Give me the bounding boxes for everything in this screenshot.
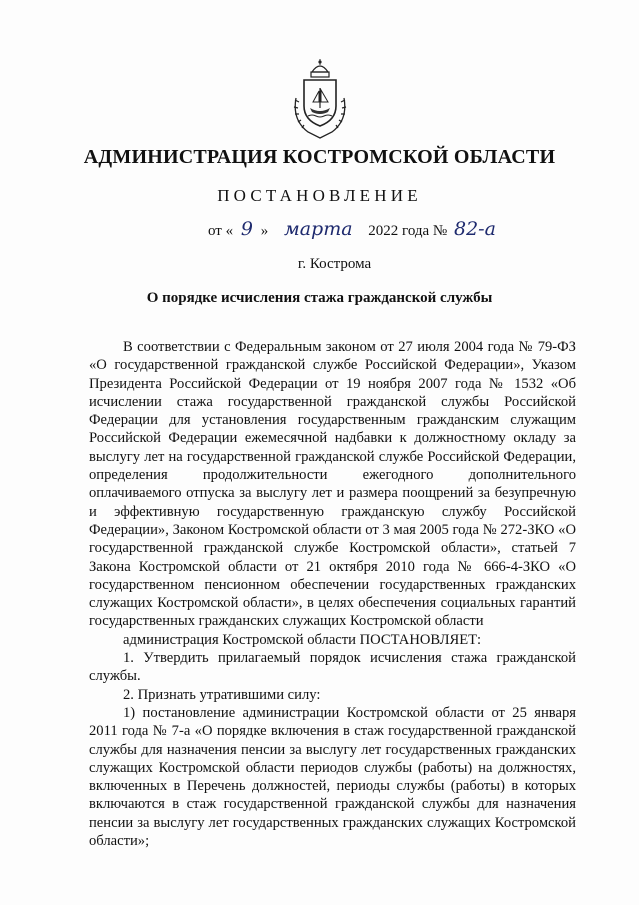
date-line — [208, 218, 496, 240]
body-paragraph: администрация Костромской области ПОСТАНОВЛЯЕТ: — [123, 631, 482, 648]
body-paragraph: В соответствии с Федеральным законом от 27 июля 2004 года № 79-ФЗ «О государственной гражданской службе Российской Федерации», Указом Президента Российской Федерации от 19 ноября 2007 года № 1532 «Об исчислении стажа государственной гражданской службы Российской Федерации для установления государственным гражданским служащим Российской Федерации ежемесячной надбавки к должностному окладу за выслугу лет на государственной гражданской службе Российской Федерации, определения продолжительности ежегодного дополнительного оплачиваемого отпуска за выслугу лет и размера поощрений за безупречную и эффективную государственную гражданскую службу Российской Федерации», Законом Костромской области от 3 мая 2005 года № 272-ЗКО «О государственной гражданской службе Костромской области», статьей 7 Закона Костромской области от 21 октября 2010 года № 666-4-ЗКО «О государственном пенсионном обеспечении государственных гражданских служащих Костромской области», в целях обеспечения социальных гарантий государственных гражданских служащих Костромской области — [89, 339, 576, 630]
date-year: 2022 года № — [368, 223, 448, 239]
organization-title: АДМИНИСТРАЦИЯ КОСТРОМСКОЙ ОБЛАСТИ — [83, 146, 556, 168]
document-number: 82-а — [454, 218, 496, 240]
document-type: ПОСТАНОВЛЕНИЕ — [217, 186, 422, 205]
body-paragraph: 2. Признать утратившими силу: — [123, 686, 321, 703]
document-subject: О порядке исчисления стажа гражданской службы — [146, 290, 493, 306]
body-paragraph: 1. Утвердить прилагаемый порядок исчисления стажа гражданской службы. — [89, 650, 576, 685]
body-paragraph: 1) постановление администрации Костромской области от 25 января 2011 года № 7-а «О порядке включения в стаж государственной гражданской службы для назначения пенсии за выслугу лет государственных гражданских служащих Костромской области периодов службы (работы) на должностях, включенных в Перечень должностей, периоды службы (работы) в которых включаются в стаж государственной гражданской службы для назначения пенсии за выслугу лет государственных гражданских служащих Костромской области»; — [89, 704, 576, 850]
date-day: 9 — [240, 218, 253, 240]
date-month: марта — [283, 218, 353, 240]
date-separator: » — [260, 223, 269, 239]
document-body — [89, 338, 576, 850]
city-line: г. Кострома — [297, 256, 372, 272]
date-prefix: от « — [208, 223, 234, 239]
coat-of-arms-emblem — [290, 58, 350, 140]
